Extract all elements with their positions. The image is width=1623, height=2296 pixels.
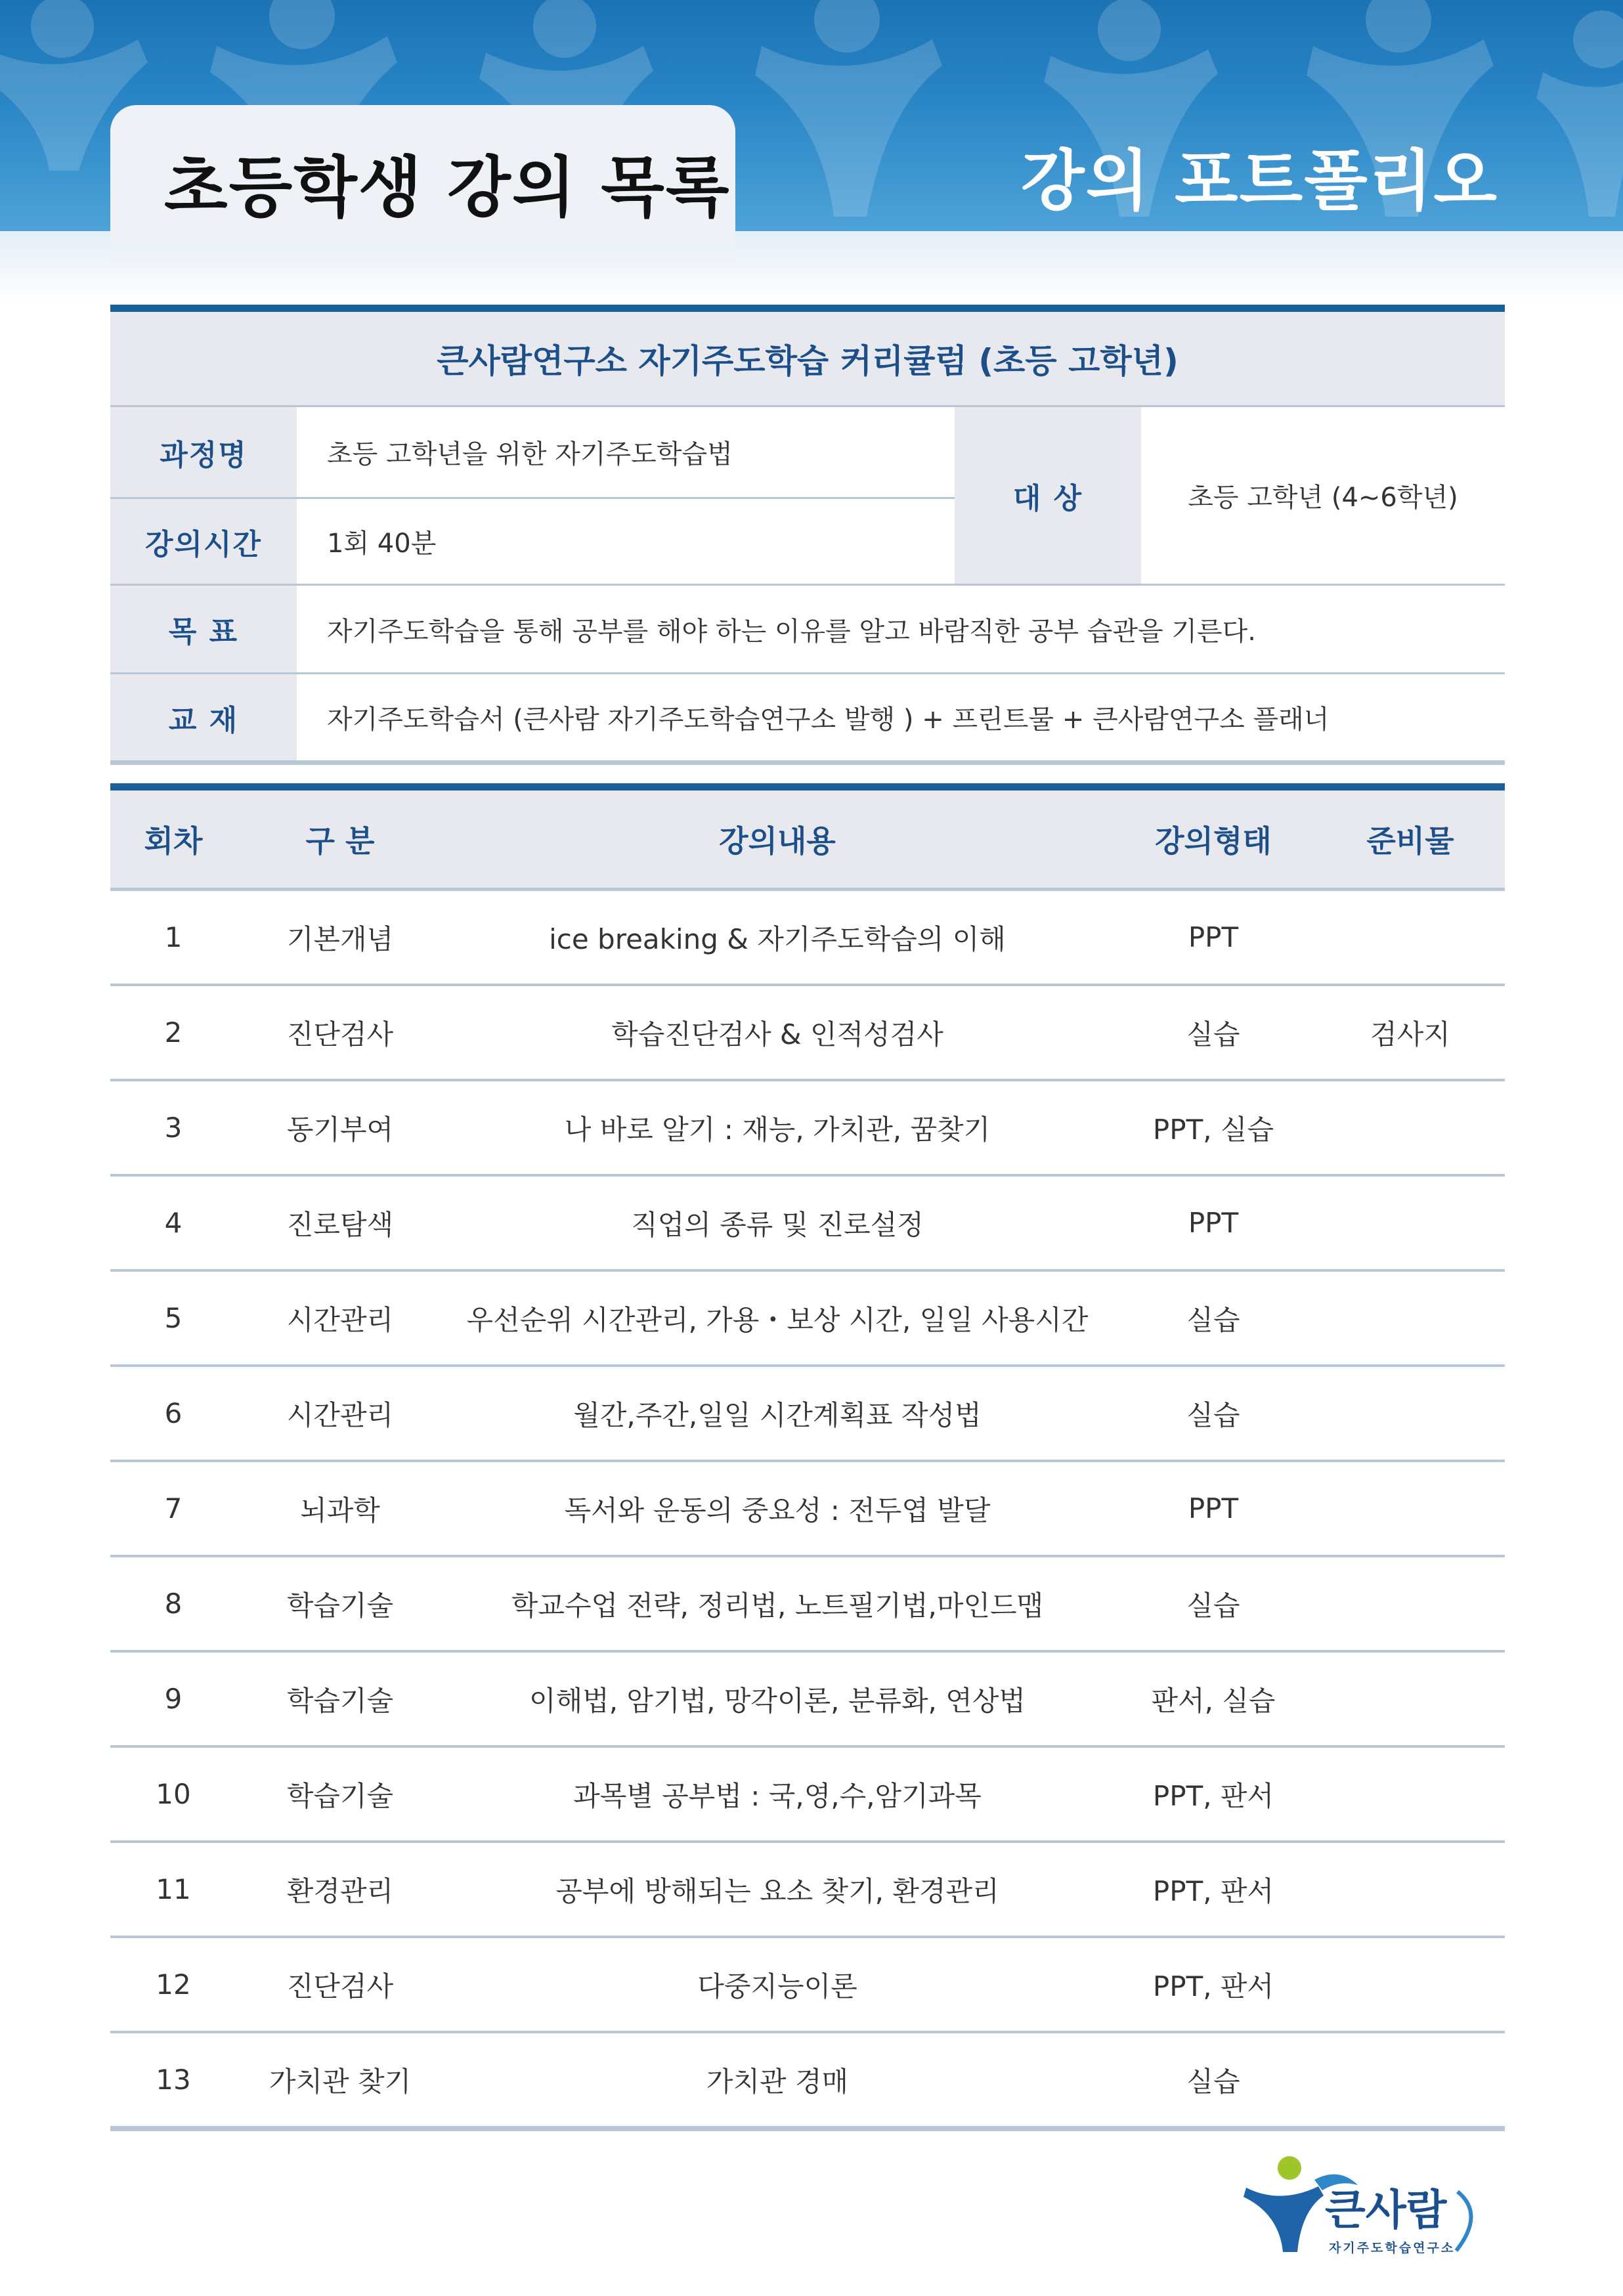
content-cell: 이해법, 암기법, 망각이론, 분류화, 연상법	[444, 1651, 1111, 1746]
table-row	[110, 1461, 1505, 1556]
category-cell: 진단검사	[236, 1937, 444, 2032]
session-number: 6	[110, 1366, 236, 1461]
table-row	[110, 1175, 1505, 1270]
table-row	[110, 1556, 1505, 1651]
content-cell: 다중지능이론	[444, 1937, 1111, 2032]
content-cell: 학교수업 전략, 정리법, 노트필기법,마인드맵	[444, 1556, 1111, 1651]
supplies-cell	[1316, 1080, 1505, 1175]
category-cell: 학습기술	[236, 1746, 444, 1842]
content-cell: 독서와 운동의 중요성 : 전두엽 발달	[444, 1461, 1111, 1556]
duration-value: 1회 40분	[297, 498, 955, 585]
table-row	[110, 1366, 1505, 1461]
page-title: 초등학생 강의 목록	[164, 149, 731, 226]
table-row	[110, 890, 1505, 986]
supplies-cell	[1316, 1651, 1505, 1746]
goal-label: 목 표	[110, 585, 297, 674]
table-row	[110, 1746, 1505, 1842]
category-cell: 기본개념	[236, 890, 444, 986]
category-cell: 진로탐색	[236, 1175, 444, 1270]
table-row	[110, 2032, 1505, 2129]
format-cell: PPT	[1111, 1175, 1316, 1270]
session-number: 5	[110, 1270, 236, 1366]
goal-value: 자기주도학습을 통해 공부를 해야 하는 이유를 알고 바람직한 공부 습관을 기른다.	[297, 585, 1505, 674]
table-row	[110, 1842, 1505, 1937]
session-number: 11	[110, 1842, 236, 1937]
supplies-cell	[1316, 1366, 1505, 1461]
supplies-cell	[1316, 1461, 1505, 1556]
session-number: 4	[110, 1175, 236, 1270]
format-cell: 실습	[1111, 2032, 1316, 2129]
format-cell: PPT	[1111, 890, 1316, 986]
column-header-supplies: 준비물	[1316, 787, 1505, 890]
category-cell: 동기부여	[236, 1080, 444, 1175]
supplies-cell	[1316, 1175, 1505, 1270]
format-cell: PPT, 판서	[1111, 1746, 1316, 1842]
column-header-category: 구 분	[236, 787, 444, 890]
target-label: 대 상	[955, 406, 1141, 585]
supplies-cell	[1316, 1842, 1505, 1937]
category-cell: 가치관 찾기	[236, 2032, 444, 2129]
format-cell: 판서, 실습	[1111, 1651, 1316, 1746]
category-cell: 학습기술	[236, 1556, 444, 1651]
column-header-content: 강의내용	[444, 787, 1111, 890]
table-row	[110, 1651, 1505, 1746]
category-cell: 뇌과학	[236, 1461, 444, 1556]
format-cell: PPT, 실습	[1111, 1080, 1316, 1175]
format-cell: PPT	[1111, 1461, 1316, 1556]
material-value: 자기주도학습서 (큰사람 자기주도학습연구소 발행 ) + 프린트물 + 큰사람연구소 플래너	[327, 704, 1330, 735]
table-row	[110, 1270, 1505, 1366]
curriculum-heading: 큰사람연구소 자기주도학습 커리큘럼 (초등 고학년)	[110, 309, 1505, 406]
supplies-cell	[1316, 1746, 1505, 1842]
category-cell: 진단검사	[236, 985, 444, 1080]
format-cell: 실습	[1111, 1556, 1316, 1651]
material-label: 교 재	[110, 674, 297, 763]
supplies-cell	[1316, 1270, 1505, 1366]
target-value: 초등 고학년 (4~6학년)	[1141, 406, 1505, 585]
category-cell: 학습기술	[236, 1651, 444, 1746]
session-number: 2	[110, 985, 236, 1080]
logo-person-icon	[1244, 2186, 1324, 2252]
lecture-schedule-table	[110, 783, 1505, 2131]
category-cell: 환경관리	[236, 1842, 444, 1937]
session-number: 13	[110, 2032, 236, 2129]
content-cell: 공부에 방해되는 요소 찾기, 환경관리	[444, 1842, 1111, 1937]
table-row	[110, 985, 1505, 1080]
title-tab-shadow	[110, 231, 735, 277]
supplies-cell	[1316, 1556, 1505, 1651]
content-cell: 가치관 경매	[444, 2032, 1111, 2129]
session-number: 3	[110, 1080, 236, 1175]
session-number: 12	[110, 1937, 236, 2032]
content-cell: ice breaking & 자기주도학습의 이해	[444, 890, 1111, 986]
logo-subtitle: 자기주도학습연구소	[1329, 2241, 1456, 2255]
course-info-table	[110, 305, 1505, 765]
supplies-cell	[1316, 1937, 1505, 2032]
table-row	[110, 1937, 1505, 2032]
content-cell: 과목별 공부법 : 국,영,수,암기과목	[444, 1746, 1111, 1842]
session-number: 10	[110, 1746, 236, 1842]
content-cell: 우선순위 시간관리, 가용・보상 시간, 일일 사용시간	[444, 1270, 1111, 1366]
logo-wordmark: 큰사람	[1325, 2186, 1447, 2235]
category-cell: 시간관리	[236, 1366, 444, 1461]
supplies-cell	[1316, 2032, 1505, 2129]
content-cell: 학습진단검사 & 인적성검사	[444, 985, 1111, 1080]
portfolio-title: 강의 포트폴리오	[1020, 142, 1498, 219]
content-cell: 월간,주간,일일 시간계획표 작성법	[444, 1366, 1111, 1461]
session-number: 7	[110, 1461, 236, 1556]
content-cell: 직업의 종류 및 진로설정	[444, 1175, 1111, 1270]
format-cell: PPT, 판서	[1111, 1937, 1316, 2032]
course-name-label: 과정명	[110, 406, 297, 498]
column-header-format: 강의형태	[1111, 787, 1316, 890]
format-cell: 실습	[1111, 1270, 1316, 1366]
course-name-value: 초등 고학년을 위한 자기주도학습법	[297, 406, 955, 498]
format-cell: PPT, 판서	[1111, 1842, 1316, 1937]
format-cell: 실습	[1111, 1366, 1316, 1461]
category-cell: 시간관리	[236, 1270, 444, 1366]
content-cell: 나 바로 알기 : 재능, 가치관, 꿈찾기	[444, 1080, 1111, 1175]
session-number: 9	[110, 1651, 236, 1746]
supplies-cell: 검사지	[1316, 985, 1505, 1080]
keunsaram-logo	[1241, 2154, 1497, 2265]
session-number: 1	[110, 890, 236, 986]
format-cell: 실습	[1111, 985, 1316, 1080]
column-header-session: 회차	[110, 787, 236, 890]
duration-label: 강의시간	[110, 498, 297, 585]
session-number: 8	[110, 1556, 236, 1651]
logo-head-dot	[1278, 2156, 1301, 2180]
supplies-cell	[1316, 890, 1505, 986]
table-row	[110, 1080, 1505, 1175]
